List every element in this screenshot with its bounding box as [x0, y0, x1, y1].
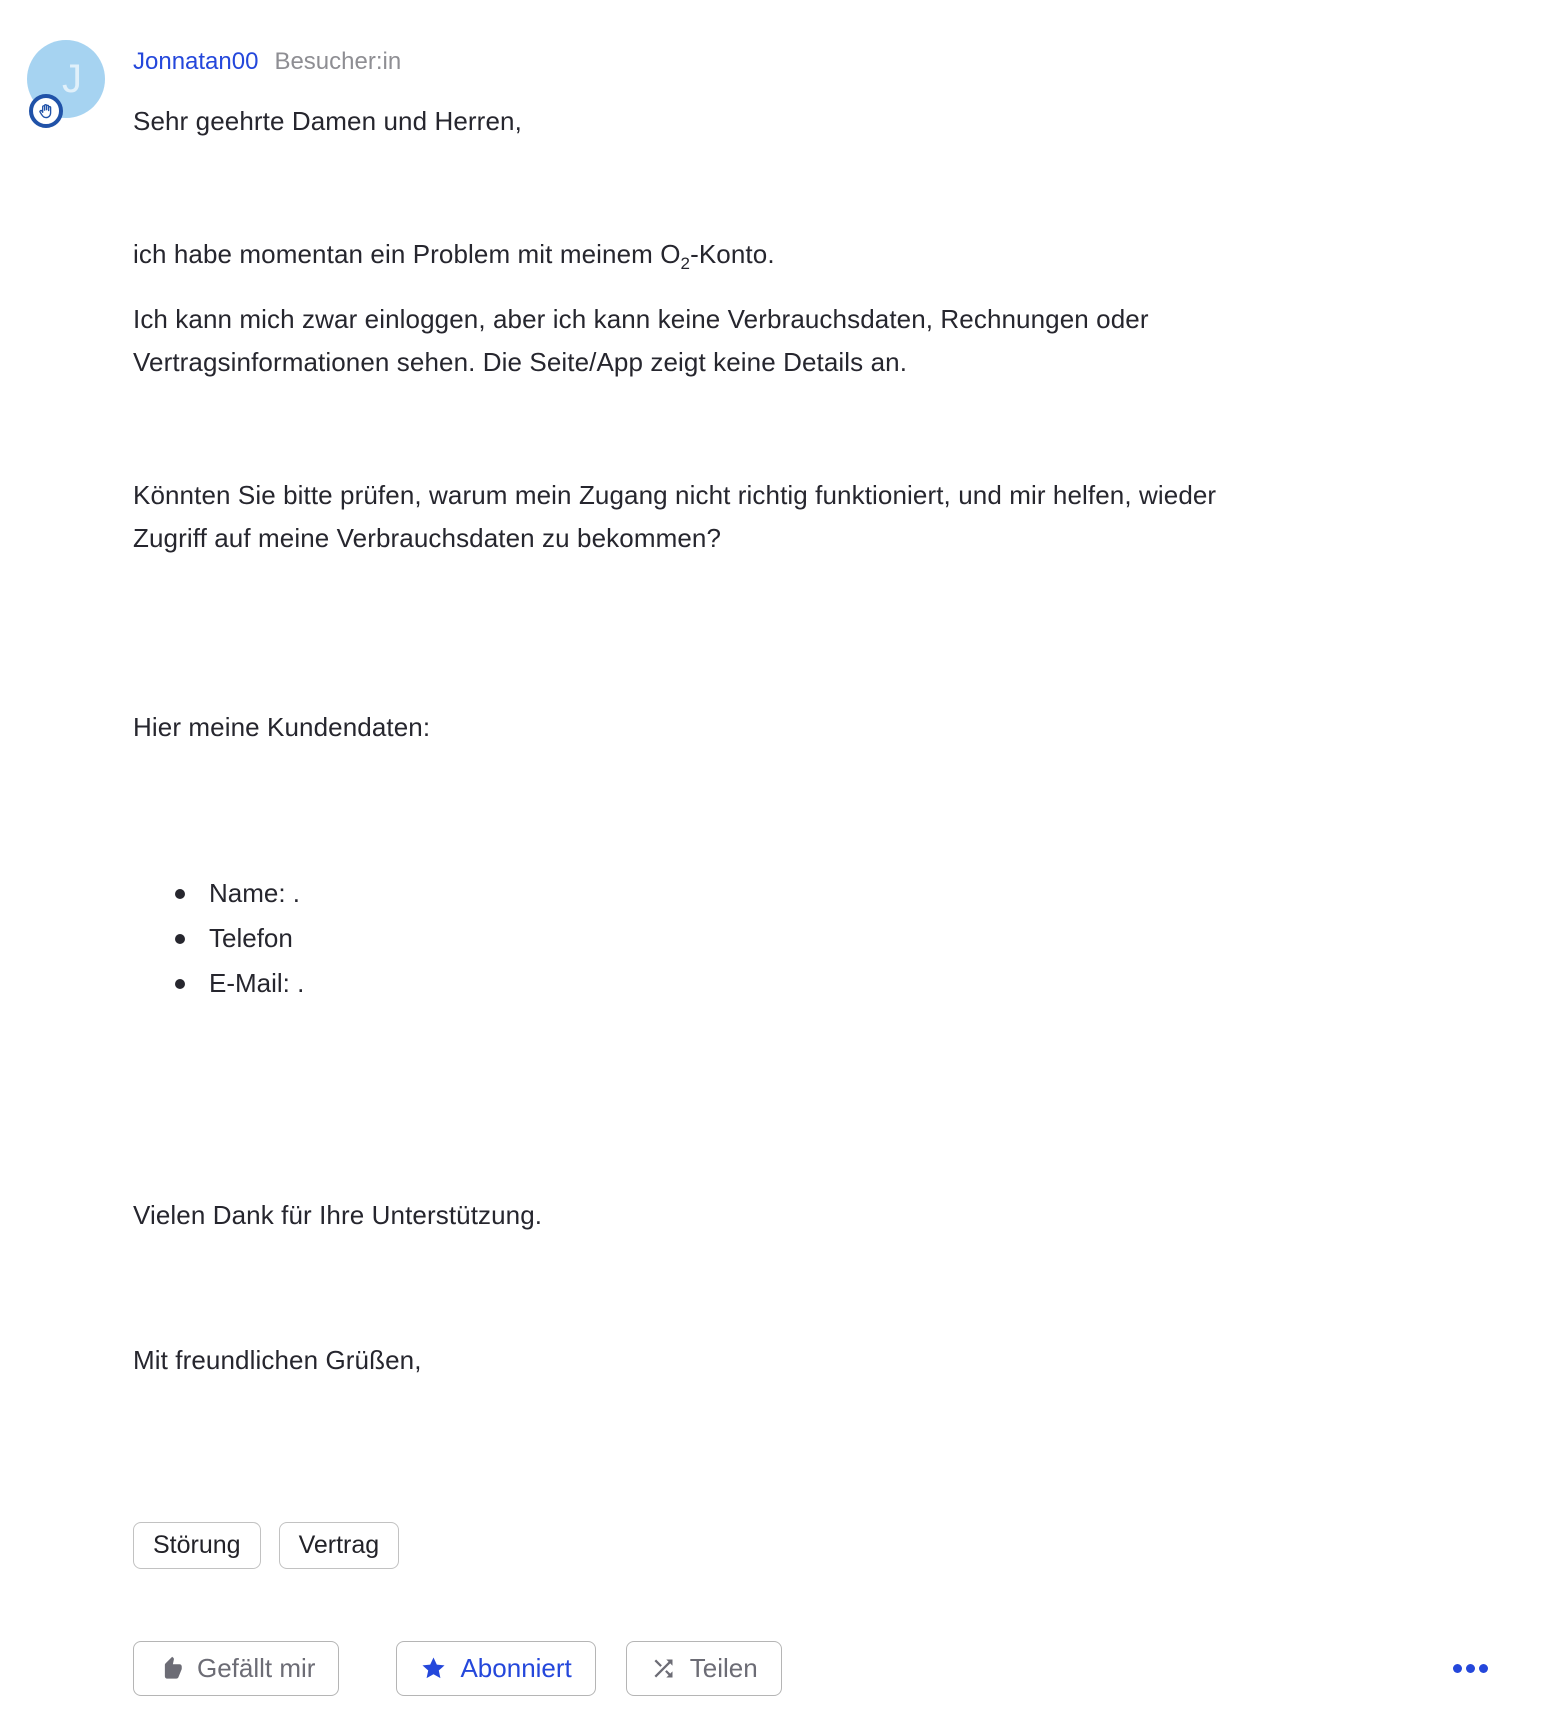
- ellipsis-icon: [1466, 1664, 1475, 1673]
- customer-data-list: [175, 871, 1492, 1006]
- post-content: [133, 40, 1492, 1696]
- avatar-column: [27, 40, 133, 1696]
- avatar[interactable]: [27, 40, 105, 118]
- login-paragraph: [133, 298, 1492, 384]
- request-paragraph-line1: Könnten Sie bitte prüfen, warum mein Zugang nicht richtig funktioniert, und mir helfen, wieder: [133, 480, 1217, 510]
- thumbs-up-icon: [157, 1655, 184, 1682]
- shuffle-share-icon: [650, 1655, 677, 1682]
- new-member-badge: [29, 94, 63, 128]
- request-paragraph-line2: Zugriff auf meine Verbrauchsdaten zu bekommen?: [133, 523, 722, 553]
- problem-text-pre: ich habe momentan ein Problem mit meinem O: [133, 239, 681, 269]
- action-row: [133, 1641, 1492, 1696]
- problem-paragraph: [133, 233, 1492, 276]
- like-button-label: Gefällt mir: [197, 1653, 316, 1683]
- share-button-label: Teilen: [689, 1653, 758, 1683]
- list-item-email: E-Mail: .: [175, 961, 1492, 1006]
- ellipsis-icon: [1453, 1664, 1462, 1673]
- list-item-name: Name: .: [175, 871, 1492, 916]
- tag-vertrag[interactable]: Vertrag: [279, 1522, 400, 1569]
- post-header: [133, 48, 1492, 76]
- greeting-line: Sehr geehrte Damen und Herren,: [133, 106, 522, 136]
- author-username-link[interactable]: Jonnatan00: [133, 48, 259, 75]
- tag-stoerung[interactable]: Störung: [133, 1522, 261, 1569]
- o2-subscript: 2: [680, 254, 691, 274]
- overflow-menu-button[interactable]: [1449, 1654, 1492, 1683]
- list-item-telefon: Telefon: [175, 916, 1492, 961]
- subscribe-button[interactable]: [396, 1641, 595, 1696]
- login-paragraph-line2: Vertragsinformationen sehen. Die Seite/App zeigt keine Details an.: [133, 347, 908, 377]
- ellipsis-icon: [1479, 1664, 1488, 1673]
- waving-hand-icon: [37, 102, 56, 121]
- problem-text-post: -Konto.: [690, 239, 775, 269]
- login-paragraph-line1: Ich kann mich zwar einloggen, aber ich kann keine Verbrauchsdaten, Rechnungen oder: [133, 304, 1149, 334]
- avatar-initial: J: [62, 56, 82, 101]
- closing-line: Mit freundlichen Grüßen,: [133, 1345, 422, 1375]
- thanks-line: Vielen Dank für Ihre Unterstützung.: [133, 1200, 543, 1230]
- subscribe-button-label: Abonniert: [460, 1653, 572, 1683]
- author-role-label: Besucher:in: [274, 48, 402, 75]
- customer-data-heading: Hier meine Kundendaten:: [133, 712, 431, 742]
- share-button[interactable]: [626, 1641, 782, 1696]
- star-icon: [420, 1655, 447, 1682]
- request-paragraph: [133, 474, 1492, 560]
- like-button[interactable]: [133, 1641, 339, 1696]
- tag-row: [133, 1522, 1492, 1569]
